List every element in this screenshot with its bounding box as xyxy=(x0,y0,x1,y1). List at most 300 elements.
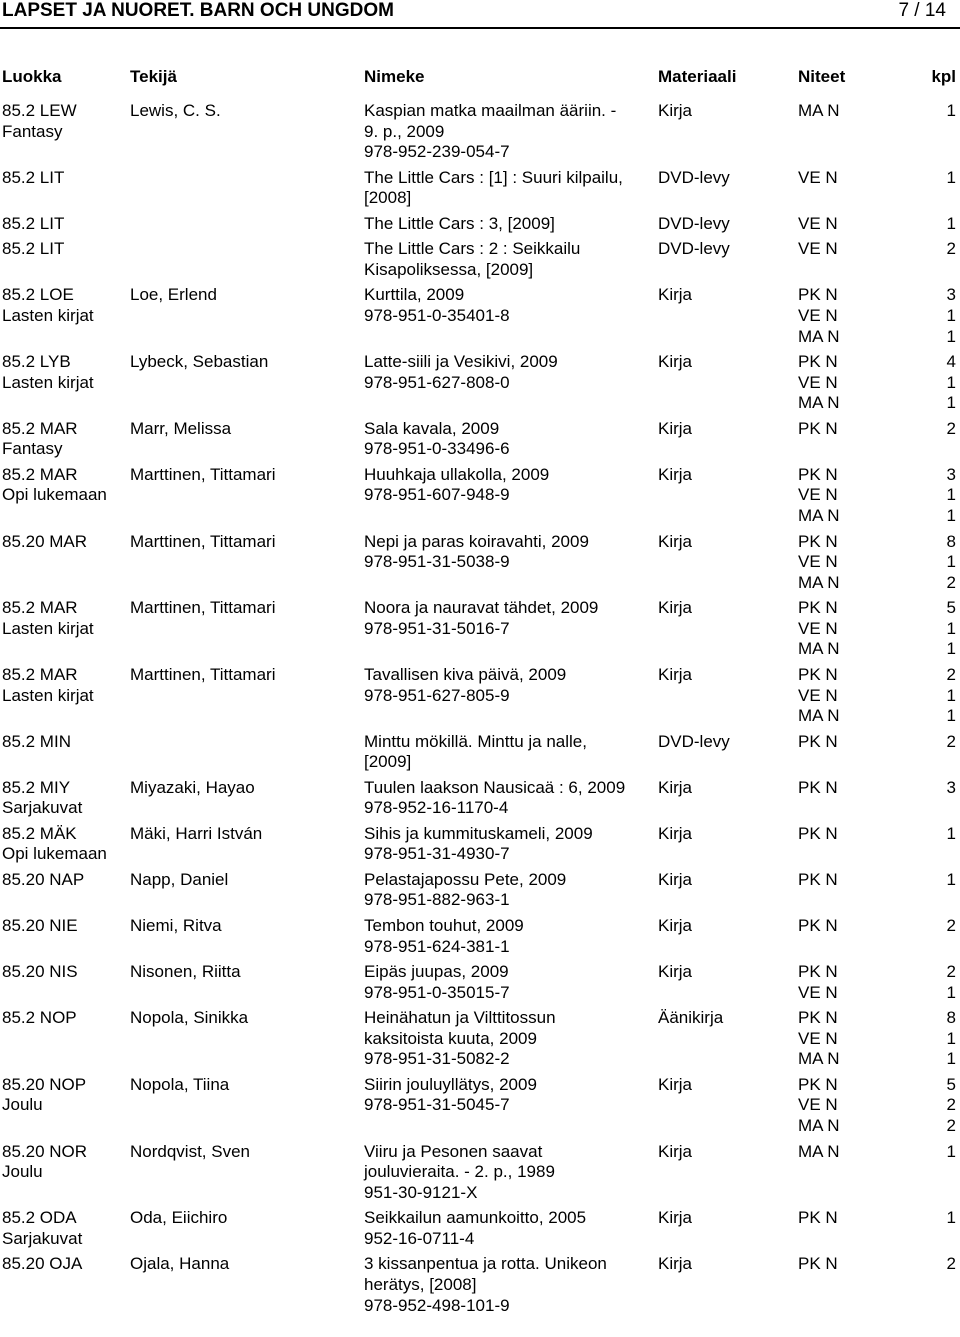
title xyxy=(364,1254,607,1316)
author-line: Oda, Eiichiro xyxy=(130,1208,228,1228)
quantity xyxy=(930,916,956,937)
quantity-line: 1 xyxy=(946,167,956,187)
author xyxy=(130,101,221,122)
title-line: 978-951-627-805-9 xyxy=(364,685,510,705)
title-line: Sihis ja kummituskameli, 2009 xyxy=(364,823,593,843)
quantity-line: 1 xyxy=(946,685,956,705)
location xyxy=(798,824,838,845)
material xyxy=(658,465,692,486)
quantity xyxy=(930,824,956,845)
quantity xyxy=(930,532,956,594)
material xyxy=(658,962,692,983)
quantity-line: 1 xyxy=(946,706,956,726)
material xyxy=(658,732,730,753)
classification-line: 85.2 MAR xyxy=(2,598,78,618)
location-line: MA N xyxy=(798,572,840,592)
author xyxy=(130,870,228,891)
location xyxy=(798,1142,840,1163)
classification-line: 85.2 MAR xyxy=(2,464,78,484)
title-line: Siirin jouluyllätys, 2009 xyxy=(364,1074,537,1094)
location xyxy=(798,101,840,122)
classification xyxy=(2,824,107,865)
catalog-entry xyxy=(0,870,960,916)
material-line: Kirja xyxy=(658,352,693,372)
quantity xyxy=(930,1008,956,1070)
author-line: Marttinen, Tittamari xyxy=(130,464,276,484)
location xyxy=(798,1208,838,1229)
quantity xyxy=(930,732,956,753)
classification xyxy=(2,532,87,553)
classification-line: 85.20 OJA xyxy=(2,1254,83,1274)
location xyxy=(798,419,838,440)
title-line: The Little Cars : 2 : Seikkailu xyxy=(364,239,581,259)
title xyxy=(364,665,566,706)
classification-line: Lasten kirjat xyxy=(2,305,94,325)
author xyxy=(130,532,276,553)
classification xyxy=(2,1208,82,1249)
classification-line: 85.2 MAR xyxy=(2,664,78,684)
quantity xyxy=(930,352,956,414)
location-line: VE N xyxy=(798,167,838,187)
column-header-author: Tekijä xyxy=(130,67,177,86)
material xyxy=(658,532,692,553)
location xyxy=(798,168,838,189)
classification-line: 85.2 NOP xyxy=(2,1008,77,1028)
classification-line: Lasten kirjat xyxy=(2,372,94,392)
classification xyxy=(2,870,84,891)
location-line: PK N xyxy=(798,823,838,843)
author-line: Marr, Melissa xyxy=(130,418,232,438)
material-line: DVD-levy xyxy=(658,239,730,259)
quantity-line: 2 xyxy=(946,1254,956,1274)
classification-line: 85.2 LIT xyxy=(2,167,65,187)
location-line: MA N xyxy=(798,1049,840,1069)
catalog-entry xyxy=(0,665,960,732)
author xyxy=(130,916,222,937)
classification xyxy=(2,665,94,706)
quantity-line: 3 xyxy=(946,285,956,305)
quantity-line: 1 xyxy=(946,393,956,413)
quantity-line: 1 xyxy=(946,372,956,392)
classification-line: 85.2 MAR xyxy=(2,418,78,438)
classification-line: Joulu xyxy=(2,1095,43,1115)
classification-line: 85.2 MIY xyxy=(2,777,71,797)
location-line: VE N xyxy=(798,552,838,572)
location xyxy=(798,778,838,799)
material-line: Kirja xyxy=(658,285,693,305)
title xyxy=(364,1075,537,1116)
material-line: Kirja xyxy=(658,464,693,484)
title-line: herätys, [2008] xyxy=(364,1274,477,1294)
catalog-entry xyxy=(0,1075,960,1142)
material-line: DVD-levy xyxy=(658,213,730,233)
title xyxy=(364,101,616,163)
material-line: Kirja xyxy=(658,915,693,935)
quantity-line: 2 xyxy=(946,1116,956,1136)
title-line: The Little Cars : 3, [2009] xyxy=(364,213,555,233)
author xyxy=(130,285,217,306)
location-line: MA N xyxy=(798,506,840,526)
title-line: kaksitoista kuuta, 2009 xyxy=(364,1028,537,1048)
title-line: Tavallisen kiva päivä, 2009 xyxy=(364,664,567,684)
title-line: Minttu mökillä. Minttu ja nalle, xyxy=(364,731,587,751)
classification-line: 85.2 LIT xyxy=(2,213,65,233)
title-line: 978-951-0-35401-8 xyxy=(364,305,510,325)
location-line: MA N xyxy=(798,706,840,726)
quantity xyxy=(930,778,956,799)
title-line: Huuhkaja ullakolla, 2009 xyxy=(364,464,550,484)
quantity-line: 2 xyxy=(946,1095,956,1115)
material xyxy=(658,1008,723,1029)
title-line: 978-951-0-33496-6 xyxy=(364,439,510,459)
author-line: Nopola, Sinikka xyxy=(130,1008,249,1028)
material xyxy=(658,1254,692,1275)
location-line: VE N xyxy=(798,213,838,233)
author-line: Niemi, Ritva xyxy=(130,915,222,935)
material-line: Kirja xyxy=(658,777,693,797)
material-line: Kirja xyxy=(658,664,693,684)
location-line: VE N xyxy=(798,372,838,392)
catalog-entry xyxy=(0,732,960,778)
title xyxy=(364,465,549,506)
material xyxy=(658,1075,692,1096)
material xyxy=(658,1142,692,1163)
quantity-line: 1 xyxy=(946,1208,956,1228)
author-line: Loe, Erlend xyxy=(130,285,217,305)
classification-line: 85.2 MIN xyxy=(2,731,71,751)
title xyxy=(364,214,555,235)
quantity-line: 8 xyxy=(946,1008,956,1028)
quantity-line: 1 xyxy=(946,1141,956,1161)
title-line: Nepi ja paras koiravahti, 2009 xyxy=(364,531,589,551)
location-line: VE N xyxy=(798,982,838,1002)
title xyxy=(364,285,510,326)
quantity xyxy=(930,962,956,1003)
classification-line: 85.2 LIT xyxy=(2,239,65,259)
material xyxy=(658,665,692,686)
material-line: Kirja xyxy=(658,418,693,438)
quantity xyxy=(930,1142,956,1163)
location-line: PK N xyxy=(798,664,838,684)
title xyxy=(364,1208,586,1249)
catalog-entry xyxy=(0,824,960,870)
catalog-entry xyxy=(0,962,960,1008)
catalog-entry xyxy=(0,1142,960,1209)
classification-line: Fantasy xyxy=(2,121,63,141)
title-line: Tuulen laakson Nausicaä : 6, 2009 xyxy=(364,777,626,797)
material xyxy=(658,870,692,891)
location xyxy=(798,214,838,235)
title xyxy=(364,168,623,209)
header-divider xyxy=(0,27,960,29)
location xyxy=(798,870,838,891)
catalog-entry xyxy=(0,419,960,465)
quantity-line: 1 xyxy=(946,485,956,505)
material-line: Kirja xyxy=(658,869,693,889)
catalog-entry xyxy=(0,598,960,665)
classification xyxy=(2,1075,86,1116)
classification-line: 85.20 MAR xyxy=(2,531,88,551)
material xyxy=(658,598,692,619)
title xyxy=(364,419,510,460)
material-line: Kirja xyxy=(658,1254,693,1274)
author xyxy=(130,665,276,686)
title-line: 978-951-607-948-9 xyxy=(364,485,510,505)
title-line: 951-30-9121-X xyxy=(364,1182,478,1202)
title xyxy=(364,916,524,957)
location-line: MA N xyxy=(798,326,840,346)
location-line: PK N xyxy=(798,962,838,982)
quantity-line: 2 xyxy=(946,731,956,751)
quantity xyxy=(930,214,956,235)
location-line: PK N xyxy=(798,731,838,751)
quantity xyxy=(930,598,956,660)
location-line: PK N xyxy=(798,531,838,551)
classification xyxy=(2,352,94,393)
title xyxy=(364,962,510,1003)
quantity xyxy=(930,419,956,440)
quantity xyxy=(930,665,956,727)
column-header-notes: Niteet xyxy=(798,67,846,86)
title xyxy=(364,1142,555,1204)
quantity xyxy=(930,465,956,527)
title-line: Latte-siili ja Vesikivi, 2009 xyxy=(364,352,558,372)
author-line: Lybeck, Sebastian xyxy=(130,352,269,372)
quantity-line: 1 xyxy=(946,869,956,889)
title xyxy=(364,732,587,773)
title-line: Kurttila, 2009 xyxy=(364,285,465,305)
material-line: DVD-levy xyxy=(658,167,730,187)
author-line: Marttinen, Tittamari xyxy=(130,598,276,618)
location-line: PK N xyxy=(798,915,838,935)
quantity-line: 3 xyxy=(946,777,956,797)
author-line: Marttinen, Tittamari xyxy=(130,664,276,684)
location-line: MA N xyxy=(798,393,840,413)
material-line: Äänikirja xyxy=(658,1008,724,1028)
location-line: PK N xyxy=(798,418,838,438)
classification xyxy=(2,465,107,506)
author xyxy=(130,1254,229,1275)
title-line: Eipäs juupas, 2009 xyxy=(364,962,509,982)
location-line: PK N xyxy=(798,1208,838,1228)
catalog-entry xyxy=(0,214,960,240)
quantity-line: 1 xyxy=(946,823,956,843)
quantity-line: 1 xyxy=(946,101,956,120)
quantity-line: 1 xyxy=(946,326,956,346)
title-line: The Little Cars : [1] : Suuri kilpailu, xyxy=(364,167,623,187)
title-line: Viiru ja Pesonen saavat xyxy=(364,1141,543,1161)
classification xyxy=(2,598,94,639)
page-title: LAPSET JA NUORET. BARN OCH UNGDOM xyxy=(2,0,394,21)
quantity-line: 2 xyxy=(946,664,956,684)
title-line: 3 kissanpentua ja rotta. Unikeon xyxy=(364,1254,607,1274)
classification-line: 85.2 LYB xyxy=(2,352,71,372)
location xyxy=(798,962,838,1003)
classification xyxy=(2,1008,77,1029)
quantity xyxy=(930,1075,956,1137)
location-line: VE N xyxy=(798,305,838,325)
classification-line: Opi lukemaan xyxy=(2,844,107,864)
quantity xyxy=(930,1254,956,1275)
quantity-line: 1 xyxy=(946,618,956,638)
quantity-line: 1 xyxy=(946,1049,956,1069)
classification-line: 85.2 MÄK xyxy=(2,823,77,843)
classification-line: 85.20 NIE xyxy=(2,915,78,935)
location xyxy=(798,1254,838,1275)
title xyxy=(364,824,593,865)
location-line: MA N xyxy=(798,101,840,120)
location-line: MA N xyxy=(798,639,840,659)
quantity xyxy=(930,101,956,122)
quantity xyxy=(930,1208,956,1229)
title-line: [2008] xyxy=(364,188,412,208)
classification-line: Sarjakuvat xyxy=(2,798,83,818)
catalog-entry xyxy=(0,916,960,962)
author xyxy=(130,1008,248,1029)
location xyxy=(798,239,838,260)
catalog-list xyxy=(0,101,960,1321)
classification-line: Lasten kirjat xyxy=(2,618,94,638)
author-line: Miyazaki, Hayao xyxy=(130,777,255,797)
material xyxy=(658,1208,692,1229)
author xyxy=(130,1208,227,1229)
author xyxy=(130,1142,250,1163)
title xyxy=(364,870,566,911)
location-line: PK N xyxy=(798,285,838,305)
quantity xyxy=(930,239,956,260)
material-line: Kirja xyxy=(658,531,693,551)
author-line: Nopola, Tiina xyxy=(130,1074,230,1094)
material xyxy=(658,168,730,189)
material-line: Kirja xyxy=(658,1074,693,1094)
location xyxy=(798,352,840,414)
column-header-qty: kpl xyxy=(931,67,956,86)
quantity-line: 2 xyxy=(946,915,956,935)
quantity-line: 8 xyxy=(946,531,956,551)
author xyxy=(130,1075,229,1096)
title-line: jouluvieraita. - 2. p., 1989 xyxy=(364,1162,555,1182)
title-line: 978-952-239-054-7 xyxy=(364,142,510,162)
location xyxy=(798,916,838,937)
classification xyxy=(2,168,64,189)
title-line: Pelastajapossu Pete, 2009 xyxy=(364,869,567,889)
classification-line: Fantasy xyxy=(2,439,63,459)
quantity xyxy=(930,285,956,347)
title-line: Kaspian matka maailman ääriin. - xyxy=(364,101,617,120)
classification xyxy=(2,214,64,235)
author xyxy=(130,465,276,486)
title xyxy=(364,532,589,573)
classification-line: 85.20 NAP xyxy=(2,869,85,889)
location-line: PK N xyxy=(798,598,838,618)
material-line: Kirja xyxy=(658,598,693,618)
location-line: VE N xyxy=(798,618,838,638)
title-line: 978-951-31-5038-9 xyxy=(364,552,510,572)
location-line: PK N xyxy=(798,777,838,797)
author-line: Lewis, C. S. xyxy=(130,101,221,120)
material xyxy=(658,214,730,235)
quantity-line: 2 xyxy=(946,962,956,982)
material-line: Kirja xyxy=(658,962,693,982)
classification xyxy=(2,732,71,753)
quantity xyxy=(930,168,956,189)
catalog-entry xyxy=(0,101,960,168)
material-line: Kirja xyxy=(658,823,693,843)
classification xyxy=(2,419,78,460)
title xyxy=(364,239,580,280)
quantity-line: 5 xyxy=(946,1074,956,1094)
classification-line: 85.20 NOR xyxy=(2,1141,88,1161)
location-line: PK N xyxy=(798,1074,838,1094)
classification-line: 85.2 LOE xyxy=(2,285,74,305)
title-line: 978-951-627-808-0 xyxy=(364,372,510,392)
column-header-class: Luokka xyxy=(2,67,62,86)
location-line: PK N xyxy=(798,352,838,372)
location-line: PK N xyxy=(798,1254,838,1274)
material xyxy=(658,285,692,306)
column-header-title: Nimeke xyxy=(364,67,425,86)
location xyxy=(798,532,840,594)
title-line: 978-951-624-381-1 xyxy=(364,936,510,956)
material xyxy=(658,916,692,937)
catalog-entry xyxy=(0,239,960,285)
classification xyxy=(2,916,78,937)
material xyxy=(658,824,692,845)
location xyxy=(798,1008,840,1070)
author-line: Mäki, Harri István xyxy=(130,823,263,843)
title-line: Kisapoliksessa, [2009] xyxy=(364,259,534,279)
classification xyxy=(2,778,82,819)
material-line: Kirja xyxy=(658,1141,693,1161)
location xyxy=(798,285,840,347)
quantity-line: 3 xyxy=(946,464,956,484)
catalog-entry xyxy=(0,1254,960,1321)
title-line: 978-951-882-963-1 xyxy=(364,890,510,910)
classification-line: 85.2 LEW xyxy=(2,101,77,120)
material-line: Kirja xyxy=(658,101,693,120)
classification-line: 85.20 NIS xyxy=(2,962,78,982)
quantity-line: 2 xyxy=(946,239,956,259)
classification-line: Joulu xyxy=(2,1162,43,1182)
author-line: Ojala, Hanna xyxy=(130,1254,230,1274)
classification xyxy=(2,1142,87,1183)
quantity-line: 2 xyxy=(946,418,956,438)
quantity-line: 5 xyxy=(946,598,956,618)
catalog-entry xyxy=(0,1008,960,1075)
location-line: VE N xyxy=(798,1095,838,1115)
catalog-entry xyxy=(0,778,960,824)
material xyxy=(658,239,730,260)
catalog-entry xyxy=(0,168,960,214)
quantity-line: 4 xyxy=(946,352,956,372)
material xyxy=(658,419,692,440)
quantity-line: 1 xyxy=(946,639,956,659)
title-line: [2009] xyxy=(364,752,412,772)
catalog-entry xyxy=(0,1208,960,1254)
author xyxy=(130,352,268,373)
catalog-entry xyxy=(0,465,960,532)
title-line: 952-16-0711-4 xyxy=(364,1228,475,1248)
location-line: MA N xyxy=(798,1141,840,1161)
title-line: Seikkailun aamunkoitto, 2005 xyxy=(364,1208,587,1228)
location xyxy=(798,665,840,727)
title xyxy=(364,352,558,393)
material xyxy=(658,778,692,799)
classification xyxy=(2,962,78,983)
location-line: VE N xyxy=(798,1028,838,1048)
title-line: Noora ja nauravat tähdet, 2009 xyxy=(364,598,599,618)
location-line: MA N xyxy=(798,1116,840,1136)
